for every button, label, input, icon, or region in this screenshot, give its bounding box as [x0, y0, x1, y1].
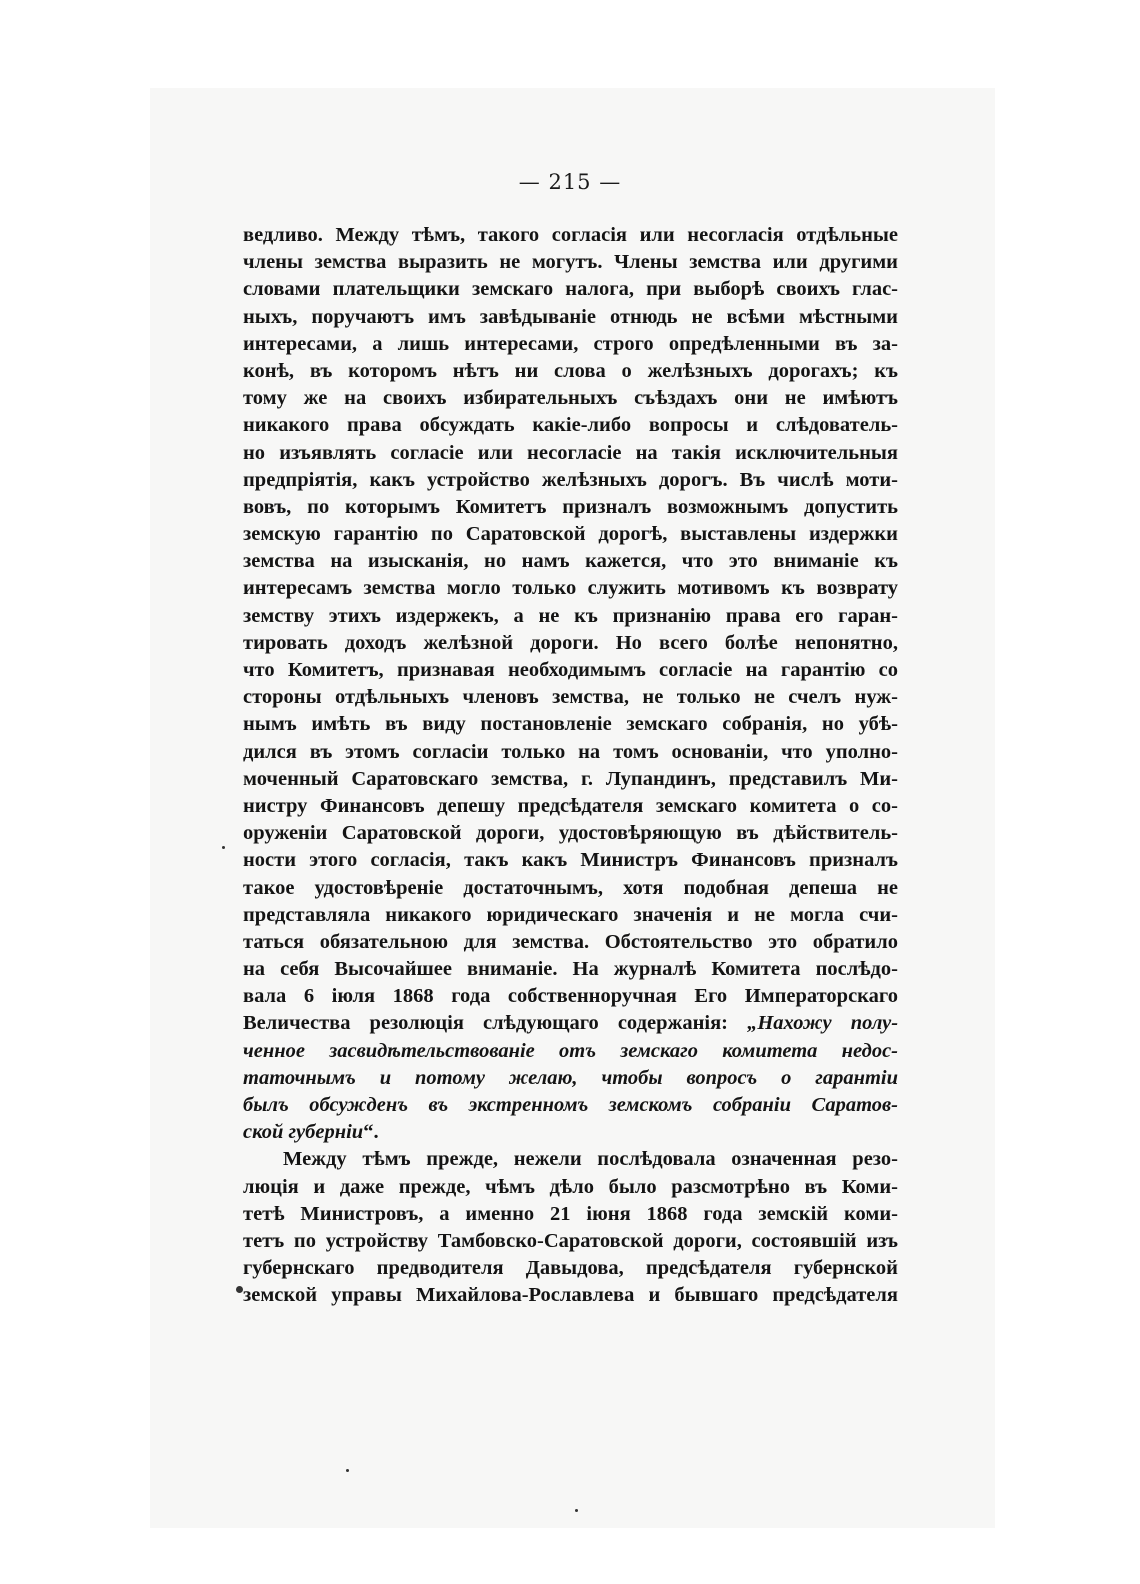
text-line: моченный Саратовскаго земства, г. Лупандинъ, представилъ Ми-	[243, 767, 898, 790]
text-line: вала 6 іюля 1868 года собственноручная Его Императорскаго	[243, 985, 898, 1008]
page-number: — 215 —	[518, 170, 622, 194]
text-line: на себя Высочайшее вниманіе. На журналѣ Комитета послѣдо-	[243, 958, 898, 981]
text-line: конѣ, въ которомъ нѣтъ ни слова о желѣзныхъ дорогахъ; къ	[243, 359, 898, 382]
ink-speck	[346, 1469, 349, 1472]
text-line: губернскаго предводителя Давыдова, предсѣдателя губернской	[243, 1257, 898, 1280]
text-line: оруженіи Саратовской дороги, удостовѣряющую въ дѣйствитель-	[243, 822, 898, 845]
text-line: интересамъ земства могло только служить мотивомъ къ возврату	[243, 577, 898, 600]
text-line: словами плательщики земскаго налога, при выборѣ своихъ глас-	[243, 278, 898, 301]
text-line: земству этихъ издержекъ, а не къ признанію права его гаран-	[243, 604, 898, 627]
text-line: земства на изысканія, но намъ кажется, что это вниманіе къ	[243, 550, 898, 573]
text-line: нымъ имѣть въ виду постановленіе земскаго собранія, но убѣ-	[243, 713, 898, 736]
text-line: вовъ, по которымъ Комитетъ призналъ возможнымъ допустить	[243, 495, 898, 518]
paragraph-first-line: Между тѣмъ прежде, нежели послѣдовала означенная резо-	[283, 1148, 898, 1171]
quote-start: „Нахожу полу-	[747, 1012, 899, 1035]
text-line: никакого права обсуждать какіе-либо вопросы и слѣдователь-	[243, 414, 898, 437]
ink-speck	[222, 846, 225, 849]
ink-speck	[575, 1509, 578, 1512]
text-line: но изъявлять согласіе или несогласіе на такія исключительныя	[243, 441, 898, 464]
quote-line: былъ обсужденъ въ экстренномъ земскомъ собраніи Саратов-	[243, 1094, 898, 1116]
text-line: земскую гарантію по Саратовской дорогѣ, выставлены издержки	[243, 523, 898, 546]
text-line: ныхъ, поручаютъ имъ завѣдываніе отнюдь не всѣми мѣстными	[243, 305, 898, 328]
text-line: предпріятія, какъ устройство желѣзныхъ дорогъ. Въ числѣ моти-	[243, 468, 898, 491]
text-line-with-quote	[243, 1010, 898, 1037]
text-line: люція и даже прежде, чѣмъ дѣло было разсмотрѣно въ Коми-	[243, 1175, 898, 1198]
text-line: дился въ этомъ согласіи только на томъ основаніи, что уполно-	[243, 740, 898, 763]
text-line: что Комитетъ, признавая необходимымъ согласіе на гарантію со	[243, 659, 898, 681]
text-line: стороны отдѣльныхъ членовъ земства, не только не счелъ нуж-	[243, 686, 898, 709]
ink-speck	[236, 1286, 243, 1293]
text-line: земской управы Михайлова-Рославлева и бывшаго предсѣдателя	[243, 1284, 898, 1307]
body-text	[243, 222, 898, 1310]
text-line: тировать доходъ желѣзной дороги. Но всего болѣе непонятно,	[243, 631, 898, 654]
text-line: интересами, а лишь интересами, строго опредѣленными въ за-	[243, 332, 898, 355]
text-line: представляла никакого юридическаго значенія и не могла счи-	[243, 903, 898, 926]
quote-line: ской губерніи	[243, 1121, 364, 1144]
text-line: ности этого согласія, такъ какъ Министръ Финансовъ призналъ	[243, 849, 898, 872]
quote-line: ченное засвидѣтельствованіе отъ земскаго комитета недос-	[243, 1039, 898, 1062]
quote-end: “.	[363, 1121, 379, 1144]
quote-last-line	[243, 1119, 898, 1146]
text-line: нистру Финансовъ депешу предсѣдателя земскаго комитета о со-	[243, 794, 898, 817]
quote-line: таточнымъ и потому желаю, чтобы вопросъ о гарантіи	[243, 1066, 898, 1089]
text-line: тетѣ Министровъ, а именно 21 іюня 1868 года земскій коми-	[243, 1202, 898, 1225]
text-line: тому же на своихъ избирательныхъ съѣздахъ они не имѣютъ	[243, 387, 898, 410]
text-line: такое удостовѣреніе достаточнымъ, хотя подобная депеша не	[243, 876, 898, 899]
text-line: ведливо. Между тѣмъ, такого согласія или несогласія отдѣльные	[243, 224, 898, 246]
text-line: члены земства выразить не могутъ. Члены земства или другими	[243, 251, 898, 274]
text-line: таться обязательною для земства. Обстоятельство это обратило	[243, 930, 898, 953]
text-line: Величества резолюція слѣдующаго содержанія:	[243, 1012, 729, 1035]
text-line: тетъ по устройству Тамбовско-Саратовской дороги, состоявшій изъ	[243, 1229, 898, 1252]
